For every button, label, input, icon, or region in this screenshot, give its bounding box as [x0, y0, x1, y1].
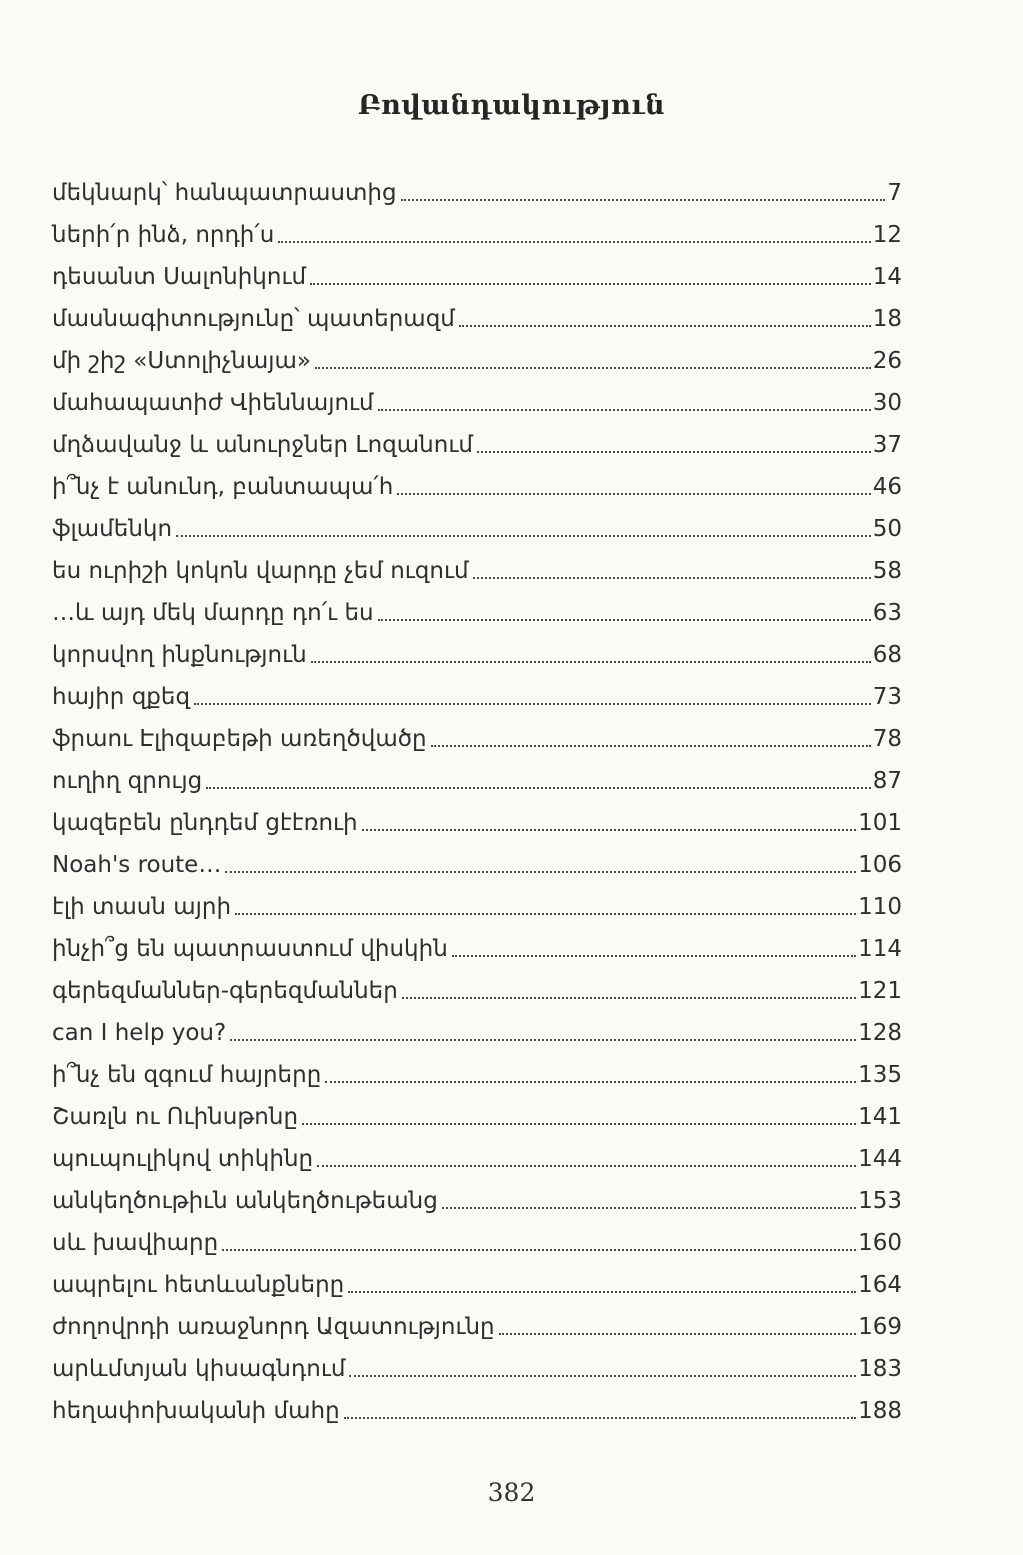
toc-entry-page: 135 — [858, 1062, 902, 1088]
dot-leader — [311, 661, 871, 663]
toc-entry-page: 110 — [858, 894, 902, 920]
toc-entry[interactable] — [52, 1052, 902, 1094]
dot-leader — [349, 1375, 856, 1377]
toc-entry-page: 30 — [872, 390, 902, 416]
toc-entry-page: 128 — [858, 1020, 902, 1046]
dot-leader — [225, 871, 856, 873]
toc-entry[interactable] — [52, 338, 902, 380]
toc-entry-page: 160 — [858, 1230, 902, 1256]
dot-leader — [222, 1249, 856, 1251]
toc-entry-page: 73 — [872, 684, 902, 710]
dot-leader — [362, 829, 856, 831]
toc-entry-page: 183 — [858, 1356, 902, 1382]
toc-entry-title: ես ուրիշի կոկոն վարդը չեմ ուզում — [52, 558, 469, 584]
toc-entry[interactable] — [52, 506, 902, 548]
toc-entry-title: մահապատիժ Վիեննայում — [52, 390, 374, 416]
dot-leader — [344, 1417, 856, 1419]
dot-leader — [230, 1039, 856, 1041]
toc-entry-title: ֆլամենկո — [52, 516, 173, 542]
dot-leader — [176, 535, 871, 537]
dot-leader — [315, 367, 871, 369]
dot-leader — [194, 703, 871, 705]
dot-leader — [397, 493, 870, 495]
toc-entry-page: 37 — [872, 432, 902, 458]
toc-entry-page: 68 — [872, 642, 902, 668]
dot-leader — [473, 577, 871, 579]
toc-entry-page: 101 — [858, 810, 902, 836]
toc-entry-title: can I help you? — [52, 1020, 227, 1046]
dot-leader — [278, 241, 870, 243]
toc-entry[interactable] — [52, 464, 902, 506]
toc-entry-title: սև խավիարը — [52, 1230, 219, 1256]
dot-leader — [378, 409, 871, 411]
toc-entry-title: Շառլն ու Ուինսթոնը — [52, 1104, 299, 1130]
toc-entry-page: 50 — [872, 516, 902, 542]
toc-entry[interactable] — [52, 1178, 902, 1220]
toc-entry-title: գերեզմաններ-գերեզմաններ — [52, 978, 398, 1004]
toc-entry-page: 14 — [872, 264, 902, 290]
dot-leader — [317, 1165, 856, 1167]
toc-entry[interactable] — [52, 1304, 902, 1346]
toc-entry[interactable] — [52, 380, 902, 422]
toc-entry-title: էլի տասն այրի — [52, 894, 232, 920]
toc-entry-page: 12 — [872, 222, 902, 248]
toc-entry-title: կազեբեն ընդդեմ ցէէռուի — [52, 810, 358, 836]
toc-entry-title: անկեղծութիւն անկեղծութեանց — [52, 1188, 438, 1214]
dot-leader — [499, 1333, 856, 1335]
toc-entry-page: 7 — [887, 180, 902, 206]
toc-entry-page: 46 — [872, 474, 902, 500]
dot-leader — [378, 619, 871, 621]
toc-entry-title: ի՞նչ են զգում հայրերը — [52, 1062, 322, 1088]
toc-entry[interactable] — [52, 212, 902, 254]
dot-leader — [477, 451, 871, 453]
toc-entry-page: 188 — [858, 1398, 902, 1424]
toc-entry-page: 153 — [858, 1188, 902, 1214]
dot-leader — [402, 997, 856, 999]
toc-entry-page: 63 — [872, 600, 902, 626]
toc-entry-title: արևմտյան կիսագնդում — [52, 1356, 346, 1382]
toc-entry[interactable] — [52, 716, 902, 758]
toc-entry[interactable] — [52, 1220, 902, 1262]
toc-entry[interactable] — [52, 968, 902, 1010]
toc-entry-page: 26 — [872, 348, 902, 374]
toc-entry-page: 164 — [858, 1272, 902, 1298]
dot-leader — [310, 283, 871, 285]
toc-entry-page: 106 — [858, 852, 902, 878]
toc-entry-title: ի՞նչ է անունդ, բանտապա՛հ — [52, 474, 394, 500]
toc-entry[interactable] — [52, 884, 902, 926]
toc-entry-title: ժողովրդի առաջնորդ Ազատությունը — [52, 1314, 495, 1340]
dot-leader — [235, 913, 856, 915]
dot-leader — [452, 955, 856, 957]
toc-entry[interactable] — [52, 674, 902, 716]
toc-entry[interactable] — [52, 1010, 902, 1052]
dot-leader — [302, 1123, 856, 1125]
toc-entry-page: 121 — [858, 978, 902, 1004]
toc-entry[interactable] — [52, 422, 902, 464]
toc-entry[interactable] — [52, 296, 902, 338]
dot-leader — [401, 199, 886, 201]
toc-entry[interactable] — [52, 842, 902, 884]
page-title: Բովանդակություն — [357, 90, 665, 121]
toc-entry[interactable] — [52, 926, 902, 968]
toc-entry-title: ինչի՞ց են պատրաստում վիսկին — [52, 936, 448, 962]
toc-entry-title: ապրելու հետևանքները — [52, 1272, 345, 1298]
toc-entry-title: պուպուլիկով տիկինը — [52, 1146, 314, 1172]
dot-leader — [348, 1291, 856, 1293]
toc-entry[interactable] — [52, 254, 902, 296]
toc-entry[interactable] — [52, 632, 902, 674]
toc-entry-page: 144 — [858, 1146, 902, 1172]
toc-entry-title: ուղիղ զրույց — [52, 768, 203, 794]
toc-entry[interactable] — [52, 758, 902, 800]
toc-entry-title: հայիր զքեզ — [52, 684, 191, 710]
toc-entry[interactable] — [52, 1346, 902, 1388]
toc-entry-title: մեկնարկ՝ հանպատրաստից — [52, 180, 397, 206]
toc-entry[interactable] — [52, 1136, 902, 1178]
toc-entry-title: կորսվող ինքնություն — [52, 642, 307, 668]
toc-entry[interactable] — [52, 1388, 902, 1430]
toc-entry-page: 58 — [872, 558, 902, 584]
toc-entry-title: մասնագիտությունը՝ պատերազմ — [52, 306, 455, 332]
toc-entry-page: 141 — [858, 1104, 902, 1130]
toc-entry-page: 114 — [858, 936, 902, 962]
toc-entry-title: հեղափոխականի մահը — [52, 1398, 340, 1424]
toc-entry-title: մղձավանջ և անուրջներ Լոզանում — [52, 432, 473, 458]
dot-leader — [206, 787, 871, 789]
toc-entry[interactable] — [52, 1262, 902, 1304]
toc-entry-page: 78 — [872, 726, 902, 752]
toc-entry-page: 169 — [858, 1314, 902, 1340]
toc-entry-title: ների՛ր ինձ, որդի՛ս — [52, 222, 275, 248]
page-number: 382 — [487, 1478, 536, 1507]
toc-entry-title: …և այդ մեկ մարդը դո՛ւ ես — [52, 600, 374, 626]
toc-entry[interactable] — [52, 170, 902, 212]
toc-entry-title: դեսանտ Սալոնիկում — [52, 264, 307, 290]
toc-entry-title: մի շիշ «Ստոլիչնայա» — [52, 348, 311, 374]
dot-leader — [325, 1081, 856, 1083]
toc-entry[interactable] — [52, 590, 902, 632]
toc-entry[interactable] — [52, 548, 902, 590]
toc-entry-title: ֆրաու Էլիզաբեթի առեղծվածը — [52, 726, 427, 752]
dot-leader — [442, 1207, 856, 1209]
toc-entry-title: Noah's route… — [52, 852, 222, 878]
toc-entry[interactable] — [52, 1094, 902, 1136]
dot-leader — [431, 745, 871, 747]
toc-entry-page: 87 — [872, 768, 902, 794]
dot-leader — [459, 325, 871, 327]
table-of-contents — [52, 170, 902, 1430]
toc-entry-page: 18 — [872, 306, 902, 332]
toc-entry[interactable] — [52, 800, 902, 842]
